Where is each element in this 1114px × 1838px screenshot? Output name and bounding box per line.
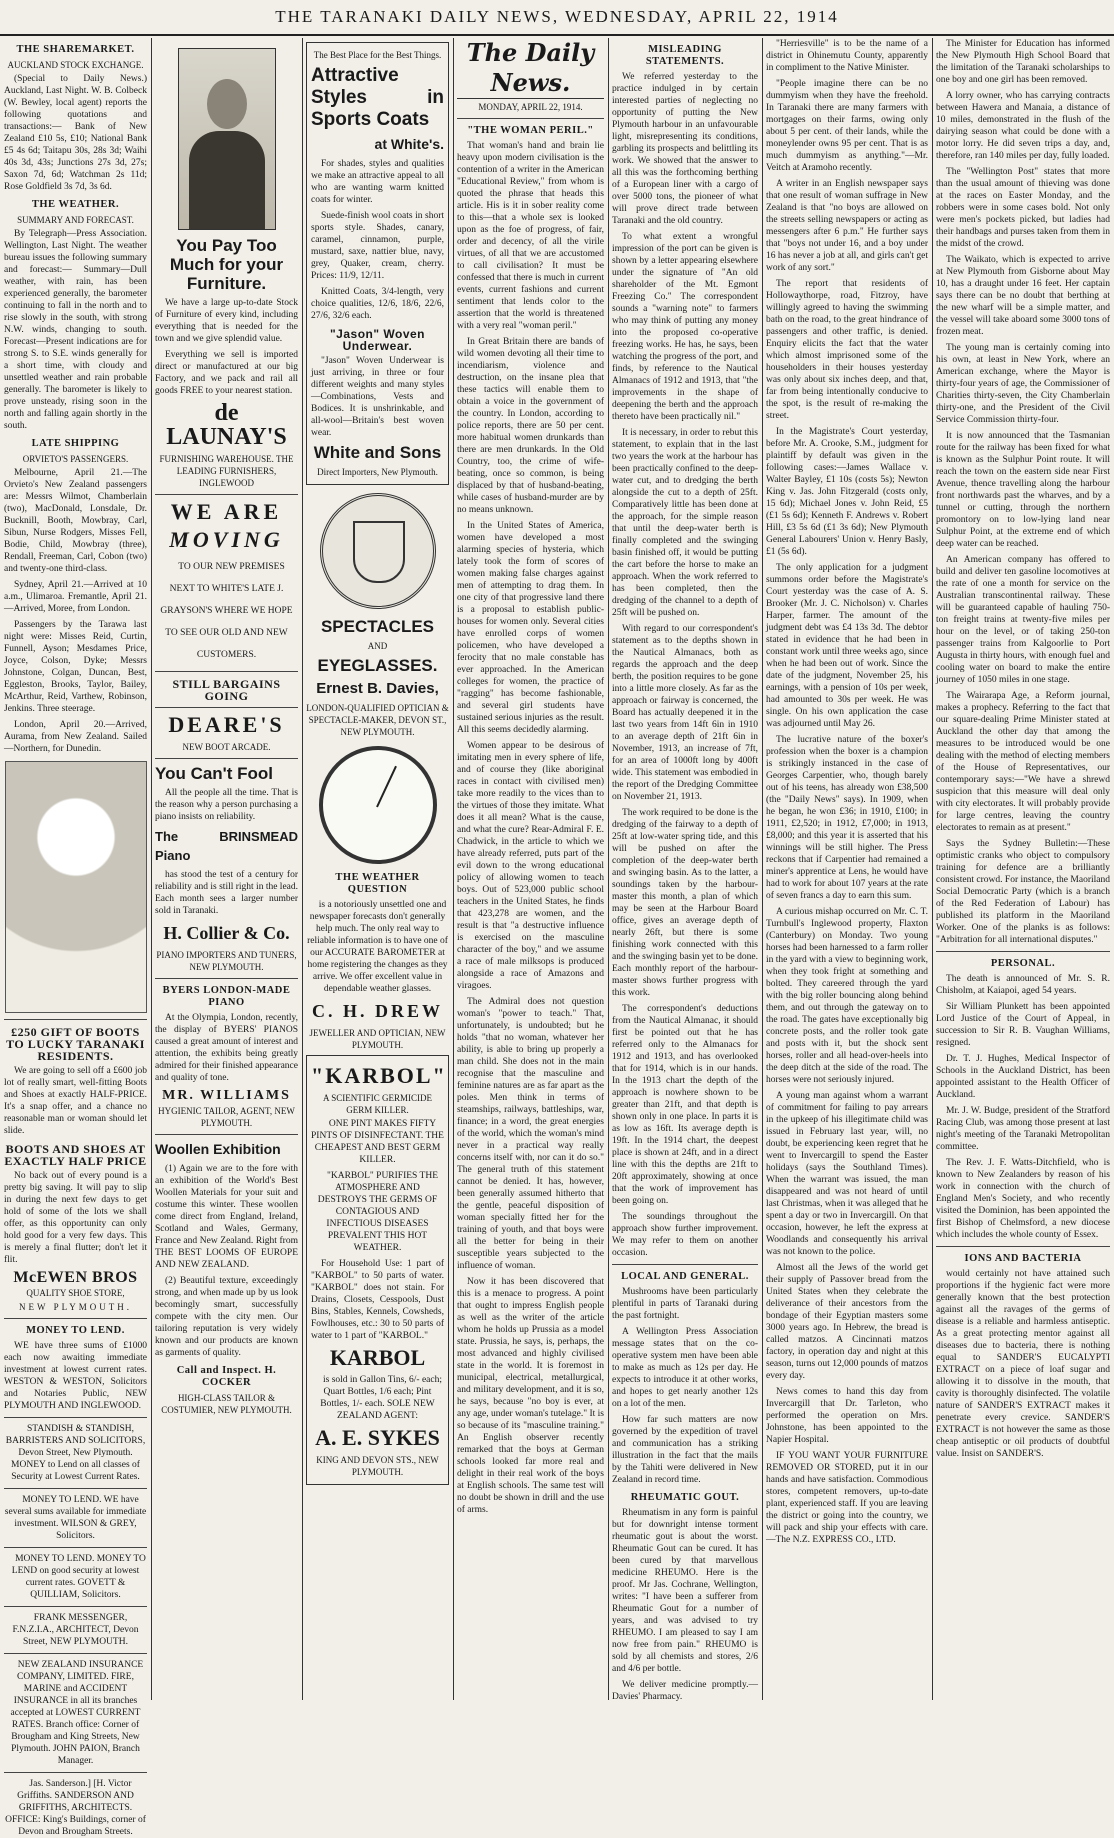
paragraph: The only application for a judgment summons order before the Magistrate's Court yesterday was the case of A. S. Brooker (Mr. J. C. Nicholson) v. Charles Harper, farmer. The amount of the judgment debt was £4 13s 3d. The debtor stated in evidence that he had been in constant work until three weeks ago, since when he had been out of work. Since the date of the judgment, November 25, his earnings, with a pension of 10s per week, had amounted to 30s per week. He was single. On his own application the case was adjourned until May 26.	[766, 563, 928, 729]
money-to-lend: MONEY TO LEND.	[26, 1325, 125, 1336]
weather-question: THE WEATHER QUESTION	[335, 872, 420, 895]
paragraph: "KARBOL" PURIFIES THE ATMOSPHERE AND DESTROYS THE GERMS OF CONTAGIOUS AND INFECTIOUS DISEASES PREVALENT THIS HOT WEATHER.	[317, 1171, 439, 1253]
dateline: MONDAY, APRIL 22, 1914.	[478, 102, 583, 112]
paragraph: News comes to hand this day from Invercargill that Dr. Tarleton, who performed the operation on Mrs. Johnstone, has been appointed to the Napier Hospital.	[766, 1387, 928, 1445]
paragraph: "Herriesville" is to be the name of a district in Ohinemutu County, apparently in compliment to the Native Minister.	[766, 39, 928, 73]
ad-furniture-title: You Pay Too Much for your Furniture.	[169, 236, 284, 293]
brinsmead: The BRINSMEAD Piano	[155, 829, 298, 863]
cocker: Call and Inspect. H. COCKER	[176, 1365, 277, 1388]
ad-boots-heading-2: BOOTS AND SHOES AT EXACTLY HALF PRICE	[4, 1142, 147, 1168]
paragraph: With regard to our correspondent's statement as to the depths shown in the Nautical Almanacs, both as regards the approach and the deep berth, the position requires to be gone into a little more closely. As far as the approach or fairway is concerned, the Board has actually deepened it in the last two years from 14ft 6in in 1910 to an average depth of 21ft 6in in November, 1913, an increase of 7ft, for an area of 1000ft long by 400ft wide. This statement was embodied in the report of the Dredging Committee on November 21, 1913.	[612, 624, 758, 802]
paragraph: An American company has offered to build and deliver ten gasoline locomotives at the rate of one a month for service on the Australian transcontinental railway. These will be guaranteed capable of hauling 750-ton freight trains at twenty-five miles per hour on the level, or of taking 250-ton passenger trains from Kalgoorlie to Port Augusta in thirty hours, with enough fuel and cooling water on board to make the entire journey of 1050 miles in one stage.	[936, 555, 1110, 685]
paragraph: Dr. T. J. Hughes, Medical Inspector of Schools in the Auckland District, has been appointed assistant to the Health Officer of Auckland.	[936, 1054, 1110, 1100]
heading-sharemarket: THE SHAREMARKET.	[16, 44, 135, 55]
editorial-heading: "THE WOMAN PERIL."	[467, 125, 594, 136]
subheading: FURNISHING WAREHOUSE. THE LEADING FURNISHERS, INGLEWOOD	[159, 454, 294, 488]
hands-illustration	[5, 761, 147, 1013]
paragraph: FRANK MESSENGER, F.N.Z.I.A., ARCHITECT, Devon Street, NEW PLYMOUTH.	[12, 1613, 139, 1647]
paragraph: Passengers by the Tarawa last night were: Misses Reid, Curtin, Funnell, Ayson; Mesdames Price, Joyce, Colson, Dyke; Messrs Johnstone, Colgan, Duncan, Best, Eggleston, Brooks, Taylor, Bailey, McArthur, Reid, Varthew, Robinson, Jenkins. Three steerage.	[4, 620, 147, 714]
paragraph: We deliver medicine promptly.—Davies' Pharmacy.	[612, 1680, 758, 1702]
paragraph: A young man against whom a warrant of commitment for failing to pay arrears in the upkeep of his illegitimate child was issued in February last year, will, no doubt, be experiencing keen regret that he went to Invercargill to spend the Easter holidays (says the Southland Times). When the warrant was issued, the man disappeared and was not heard of until last Christmas, when it was alleged that he spent a day or two in Invercargill. On that occasion, however, he left the express at Woodlands and consequently his arrival was not known to the police.	[766, 1091, 928, 1257]
paragraph: would certainly not have attained such proportions if the hygienic fact were more generally known that the best protection against all the ravages of the germs of disease is a reliable and harmless antiseptic. As a great protecting mentor against all diseases due to bacteria, there is nothing equal to SANDER'S EUCALYPTI EXTRACT on a piece of loaf sugar and allowing it to dissolve in the mouth, that cavity is thoroughly disinfected. The volatile nature of SANDER'S EXTRACT makes it penetrate every crevice. SANDER'S EXTRACT is not however the same as those cheap antiseptic or oil products of doubtful value. Insist on SANDER'S.	[936, 1269, 1110, 1459]
paragraph: (2) Beautiful texture, exceedingly strong, and when made up by us look becomingly smart, successfully compete with the city men. Our tailoring reputation is very widely known and our products are known as garments of quality.	[155, 1276, 298, 1358]
paragraph: Mr. J. W. Budge, president of the Stratford Racing Club, was among those present at last night's meeting of the Taranaki Metropolitan committee.	[936, 1106, 1110, 1152]
paragraph: No back out of every pound is a pretty big saving. It will pay to slip in during the next few days to get hold of some of the lots we shall offer, as this opportunity can only hold good for a very few days. This is merely a final flutter; don't let it flit.	[4, 1171, 147, 1265]
column-rule	[762, 38, 763, 1700]
paragraph: A lorry owner, who has carrying contracts between Hawera and Manaia, a distance of 10 miles, demonstrated in the flush of the dairying season what could be done with a motor lorry. He did seven trips a day, and, therefore, ran 140 miles per day, fully loaded.	[936, 91, 1110, 161]
paragraph: is sold in Gallon Tins, 6/- each; Quart Bottles, 1/6 each; Pint Bottles, 1/- each. SOLE NEW ZEALAND AGENT:	[320, 1375, 443, 1421]
tagline: The Best Place for the Best Things.	[313, 50, 442, 60]
paragraph: To what extent a wrongful impression of the port can be given is shown by a letter appearing elsewhere under the signature of "An old shareholder of the Mt. Egmont Freezing Co." The correspondent sounds a "warning note" to farmers who may think of putting any money into the proposed co-operative freezing works. He has, he says, been watching the progress of the port, and finds, by reference to the Nautical Almanacs of 1912 and 1913, that "the improvements in the shape of deepening the berth and the approach thereto have been practically nil."	[612, 232, 758, 422]
paragraph: That woman's hand and brain lie heavy upon modern civilisation is the contention of a writer in the American "Educational Review," from whom is quoted the phrase that heads this article. His is it in sober reality come to this—that a whole sex is looked upon as the foe of progress, of fair, order and decency, of all the virile virtues, of all that we are accustomed to call civilisation? It must be confessed that there is much in current events, current fashions and current sentiment that lends color to the assertion that the world is threatened with a very real "woman peril."	[457, 141, 604, 331]
paragraph: The Minister for Education has informed the New Plymouth High School Board that the limitation of the Taranaki scholarships to one boy and one girl has been removed.	[936, 39, 1110, 85]
column-5	[612, 38, 758, 1700]
subheading: A SCIENTIFIC GERMICIDE GERM KILLER.	[322, 1093, 432, 1115]
paragraph: Women appear to be desirous of imitating men in every sphere of life, and of course they (like aboriginal races in contact with civilised men) take more readily to the vices than to the virtues of those they imitate. What does it all mean? What is the cause, and what the cure? Rear-Admiral F. E. Chadwick, in the article to which we have already referred, puts part of the evil down to the wrong educational policy of allowing women to teach boys. Out of 523,000 public school teachers in the United States, he finds that 423,278 are women, and the result is that "a destructive influence is exercised on the masculine character of the boy," and we assume a race of male milksops is produced alongside a race of Amazons and viragoes.	[457, 741, 604, 991]
paper-title: The Daily News.	[457, 38, 604, 99]
paragraph: (Special to Daily News.) Auckland, Last Night. W. B. Colbeck (W. Bewley, local agent) reports the following quotations and transactions:— Bank of New Zealand £10 5s, £10; National Bank £5 4s 6d; Taitapu 30s, 28s 3d; Waihi 40s 3d, 43s; Junctions 27s 3d, 27s; Saxon 7d, 6d; Watchman 2s 11d; Rose Goldfield 3s 7d, 3s 6d.	[4, 74, 147, 192]
paragraph: Jas. Sanderson.] [H. Victor Griffiths. SANDERSON AND GRIFFITHS, ARCHITECTS. OFFICE: King's Buildings, corner of Devon and Brougham Streets.	[5, 1779, 146, 1837]
column-rule	[608, 38, 609, 1700]
paragraph: The work required to be done is the dredging of the fairway to a depth of 25ft at low-water spring tide, and this will be pushed on after the completion of the deep-water berth and swinging basin. As to the latter, a soundings taken by the harbour-master this month, a plan of which may be seen at the Harbour Board office, gives an average depth of nearly 26ft, but there is some finishing work connected with this and the swinging basin yet to be done. Each monthly report of the harbour-master shows further progress with this work.	[612, 808, 758, 998]
paragraph: Says the Sydney Bulletin:—These optimistic cranks who object to compulsory training for defence are a brilliantly consistent crowd. For instance, the Maoriland Social Democratic Party (which is a branch of the Red Federation of Labour) has published its platform in the Maoriland Worker. One of the planks is as follows: "Arbitration for all international disputes."	[936, 839, 1110, 945]
column-7	[936, 38, 1110, 1700]
sykes: A. E. SYKES	[315, 1425, 440, 1450]
paragraph: We referred yesterday to the practice indulged in by certain interested parties of neglecting no opportunity of putting the New Plymouth harbour in an unfavourable light, misrepresenting its conditions, garbling its prospects and belittling its work. We showed that the answer to all this was the forthcoming berthing of a European liner with a cargo of over 5000 tons, the pioneer of what will prove direct trade between Taranaki and the old country.	[612, 72, 758, 226]
paragraph: Melbourne, April 21.—The Orvieto's New Zealand passengers are: Messrs Wilmot, Chamberlain (two), MacDonald, Lonsdale, Dr. Bucknill, Booth, Mowbray, Carl, Sibun, Nurse Rodgers, Misses Fell, Bodie, Child, Mowbray (three), Rendall, Freeman, Carl, Cobon (two) and twenty-one third-class.	[4, 468, 147, 574]
paragraph: Suede-finish wool coats in short sports style. Shades, canary, caramel, cinnamon, purple, mustard, saxe, nattier blue, navy, grey, Quaker, cream, cherry. Prices: 11/9, 12/11.	[311, 211, 444, 281]
masthead: THE TARANAKI DAILY NEWS, WEDNESDAY, APRIL 22, 1914	[0, 0, 1114, 36]
column-3	[306, 38, 449, 1700]
paragraph: The Wairarapa Age, a Reform journal, makes a prophecy. Referring to the fact that our square-dealing Prime Minister stated at Auckland the other day that among the measures to be introduced would be one dealing with the method of electing members of the House of Representatives, our contemporary says:—"We have a shrewd suspicion that this measure will deal only with city electorates. It will probably provide for large centres, leaving the country electorates to remain as at present."	[936, 691, 1110, 833]
williams: MR. WILLIAMS	[162, 1088, 291, 1103]
paragraph: It is necessary, in order to rebut this statement, to explain that in the last two years the work at the harbour has been practically confined to the deep-water cut, and to dredging the berth alongside the cut to a depth of 25ft. Comparatively little has been done at the approach, for the simple reason that until the deep-water berth is finally completed and the swinging basin finished off, it would be putting the cart before the horse to make an approach. When the work referred to has been completed, then the dredging of the channel to a depth of 25ft will be pushed on.	[612, 428, 758, 618]
paragraph: How far such matters are now governed by the expedition of travel and communication has a striking illustration in the fact that the mails by the Tahiti were delivered in New Zealand in record time.	[612, 1415, 758, 1485]
paragraph: "People imagine there can be no dummyism when they have the freehold. In Taranaki there are many farmers with mortgages on their farms, owing only about 5 per cent. of their lands, while the moneylender owns 95 per cent. That is as much dummyism as anything."—Mr. Veitch at Aramoho recently.	[766, 79, 928, 173]
rheumatic-heading: RHEUMATIC GOUT.	[630, 1492, 740, 1503]
paragraph: In the Magistrate's Court yesterday, before Mr. A. Crooke, S.M., judgment for plaintiff by default was given in the following cases:—James Wallace v. Walter Bayley, £1 10s (costs 5s); Newton King v. Jas. John Fitzgerald (costs only, 15 6d); Michael Jones v. John Reid, £5 (£1 5s 6d); Kenneth F. Andrews v. Robert Hill, £3 5s 6d (£1 3s 6d); New Plymouth General Labourers' Union v. Henry Basly, £1 (5s 6d).	[766, 427, 928, 557]
subheading: KING AND DEVON STS., NEW PLYMOUTH.	[316, 1455, 439, 1477]
paragraph: The death is announced of Mr. S. R. Chisholm, at Kaiapoi, aged 54 years.	[936, 974, 1110, 996]
heading-weather: THE WEATHER.	[31, 199, 120, 210]
paragraph: Almost all the Jews of the world get their supply of Passover bread from the United States when they celebrate the deliverance of their ancestors from the bondage of their Egyptian masters some 3000 years ago. In Hebrew, the bread is called matzos. A Cincinnati matzos factory, in operation day and night at this season, turns out 12,000 pounds of matzos every day.	[766, 1263, 928, 1381]
paragraph: In Great Britain there are bands of wild women devoting all their time to incendiarism, violence and destruction, on the insane plea that these tactics will enable them to obtain a voice in the government of the country. In London, according to police reports, there are 50 per cent. more habitual women drunkards than there are men drunkards. In the Old Country, too, the crime of wife-beating, once so common, is being displaced by that of husband-beating, while cases of husband-murder are by no means unknown.	[457, 337, 604, 515]
paragraph: The Admiral does not question woman's "power to teach." That, unfortunately, is undoubted; but he holds "that no woman, whatever her ability, is able to bring up properly a man child. She does not in the main recognise that the masculine and feminine natures are as far apart as the poles. Men think in terms of steamships, railways, battleships, war, finance; in a word, the great energies of the world, which the woman's mind never in a practical way really concerns itself with, nor can it do so." The general truth of this statement cannot be denied. It has, however, been generally assumed hitherto that the gentle, peaceful disposition of woman specially fitted her for the training of youth, and that boys were all the better for being in their susceptible years subjected to the influence of woman.	[457, 997, 604, 1271]
paragraph: Sir William Plunkett has been appointed Lord Justice of the Court of Appeal, in succession to Sir R. B. Vaughan Williams, resigned.	[936, 1002, 1110, 1048]
at-whites: at White's.	[374, 136, 444, 152]
subheading: Direct Importers, New Plymouth.	[317, 467, 438, 477]
woollen-exhibition: Woollen Exhibition	[155, 1141, 281, 1157]
paragraph: Now it has been discovered that this is a menace to progress. A point that ought to impress English people as well as the writer of the article whom he holds up Prussia as a model state. Prussia, he says, is, perhaps, the most advanced and highly civilised state in the world. It is foremost in municipal, electrical, metallurgical, and military development, and it is so, he says, because "no boy is ever, at any age, under woman's tutelage." It is so because of its "masculine training." An English observer recently remarked that the boys at German schools looked far more real and delight in their real work of the boys at English schools. The same test will no doubt be shown in drill and the use of arms.	[457, 1277, 604, 1515]
paragraph: For shades, styles and qualities we make an attractive appeal to all who are wanting warm knitted coats for winter.	[311, 159, 444, 205]
paragraph: A Wellington Press Association message states that on the co-operative system men have been able to make as much as 12s per day. He expects to introduce it at other works, and hopes to get nearly another 12s on a lot of the men.	[612, 1327, 758, 1409]
subheading: HYGIENIC TAILOR, AGENT, NEW PLYMOUTH.	[158, 1106, 295, 1128]
and: AND	[367, 641, 388, 651]
heading-shipping: LATE SHIPPING	[31, 438, 120, 449]
paragraph: The lucrative nature of the boxer's profession when the boxer is a champion is strikingly instanced in the case of Georges Carpentier, who, though barely out of his teens, has already won £38,500 (the "Daily News" says). In 1909, when he began, he won £36; in 1910, £100; in 1911, £2,520; in 1912, £7,000; in 1913, £8,000; and this year it is asserted that his winnings will be still higher. The Press reckons that if Carpentier had remained a miner's apprentice at Lens, he would have had to work for about 107 years at the rate of seven francs a day to earn this sum.	[766, 735, 928, 901]
paragraph: London, April 20.—Arrived, Aurama, from New Zealand. Sailed—Northern, for Dunedin.	[4, 720, 147, 754]
paragraph: ONE PINT MAKES FIFTY PINTS OF DISINFECTANT. THE CHEAPEST AND BEST GERM KILLER.	[311, 1119, 444, 1165]
paragraph: In the United States of America, women have developed a most alarming species of hysteria, which lately took the form of scores of women making false charges against men of attempting to drag them. In one city of that progressive land there is a proposal to establish public-houses for women only. Several cities have enrolled corps of women policemen, who have developed a ferocity that no male constable has ever approached. In the American colleges for women, the practice of "ragging" has become fashionable, and several girl students have sustained serious injuries as the result. All this seems decidedly alarming.	[457, 521, 604, 735]
column-rule	[151, 38, 152, 1700]
paragraph: "Jason" Woven Underwear is just arriving, in three or four different weights and many styles—Combinations, Vests and Bodices. It is unshrinkable, and all-wool—Britain's best woven wear.	[311, 356, 444, 438]
subheading: QUALITY SHOE STORE,	[26, 1288, 125, 1298]
paragraph: IF YOU WANT YOUR FURNITURE REMOVED OR STORED, put it in our hands and have satisfaction. Commodious stores, competent removers, up-to-date plant, experienced staff. If you are leaving the district or going into the country, we will pack and ship your effects with care.—The N.Z. EXPRESS CO., LTD.	[766, 1451, 928, 1545]
subheading: NEW BOOT ARCADE.	[182, 742, 271, 752]
paragraph: Sydney, April 21.—Arrived at 10 a.m., Ulimaroa. Fremantle, April 21.—Arrived, Moree, from London.	[4, 580, 147, 614]
davies: Ernest B. Davies,	[316, 680, 439, 697]
subheading: LONDON-QUALIFIED OPTICIAN & SPECTACLE-MAKER, DEVON ST., NEW PLYMOUTH.	[306, 703, 449, 737]
brand-de-launay: de LAUNAY'S	[166, 400, 287, 450]
paragraph: MONEY TO LEND. WE have several sums available for immediate investment. WILSON & GREY, Solicitors.	[4, 1495, 147, 1541]
moving: MOVING	[169, 527, 284, 552]
paragraph: A writer in an English newspaper says that one result of woman suffrage in New Zealand is that "no boys are allowed on the streets selling newspapers or acting as messengers after 6 p.m." He further says that "boys not under 16, and a boy under 16 has never a job at all, and girls can't get work of any sort."	[766, 179, 928, 273]
paragraph: We have a large up-to-date Stock of Furniture of every kind, including everything that is needed for the town and we give splendid value.	[155, 298, 298, 344]
sports-coats-title: Attractive Styles in Sports Coats	[311, 65, 444, 130]
drew: C. H. DREW	[311, 1001, 443, 1021]
paragraph: The report that residents of Hollowaythorpe, road, Fitzroy, have willingly agreed to having the swimming bath on the road, to the great hindrance of passengers and other traffic, is denied. Enquiry elicits the fact that the water which almost imprisoned some of the householders in their houses yesterday was only about six inches deep, and that, far from being intentionally conducive to the spot, is the result of re-making the street.	[766, 279, 928, 421]
byers-heading: BYERS LONDON-MADE PIANO	[162, 985, 291, 1008]
column-2	[155, 38, 298, 1700]
paragraph: For Household Use: 1 part of "KARBOL" to 50 parts of water. "KARBOL" does not stain. For Drains, Closets, Cesspools, Dust Bins, Stables, Kennels, Cowsheds, Fowlhouses, etc.: 30 to 50 parts of water to 1 part of "KARBOL."	[311, 1259, 444, 1341]
paragraph: NEW ZEALAND INSURANCE COMPANY, LIMITED. FIRE, MARINE and ACCIDENT INSURANCE in all its branches accepted at LOWEST CURRENT RATES. Branch office: Corner of Brougham and King Streets, New Plymouth. JOHN PAION, Branch Manager.	[10, 1660, 144, 1766]
eyeglasses: EYEGLASSES.	[317, 656, 438, 675]
column-6	[766, 38, 928, 1700]
paragraph: At the Olympia, London, recently, the display of BYERS' PIANOS caused a great amount of interest and attention, the exhibits being greatly admired for their finished appearance and quality of tone.	[155, 1013, 298, 1083]
paragraph: Knitted Coats, 3/4-length, very choice qualities, 12/6, 18/6, 22/6, 27/6, 32/6 each.	[311, 287, 444, 321]
deares: DEARE'S	[168, 712, 285, 737]
paragraph: The correspondent's deductions from the Nautical Almanac, it should first be pointed out that he has referred only to the Almanacs for 1912 and 1913, and has overlooked that for 1914, which is in our hands. In the 1913 chart the depth of the approach is nowhere shown to be greater than 21ft, and that depth is shown only in one place. In parts it is as low as 16ft. Its average depth is 19ft. In the 1914 chart, the deepest place is shown at 24ft, and in a direct line with this the depths are 21ft to 20ft approximately, showing at once that the work of improvement has been going on.	[612, 1004, 758, 1206]
local-general-heading: LOCAL AND GENERAL.	[621, 1271, 749, 1282]
column-rule	[453, 38, 454, 1700]
we-are: WE ARE	[170, 499, 283, 524]
barometer-icon	[319, 746, 437, 864]
mcewen-bros: McEWEN BROS	[13, 1269, 138, 1286]
karbol-2: KARBOL	[329, 1345, 426, 1370]
paragraph: has stood the test of a century for reliability and is still right in the lead. Each month sees a larger number sold in Taranaki.	[155, 870, 299, 916]
paragraph: The "Wellington Post" states that more than the usual amount of thieving was done at the races on Easter Monday, and the robbers were in some cases bold. Not only were men's pockets picked, but ladies had their handbags and purses taken from them in the midst of the crowd.	[936, 167, 1110, 249]
paragraph: TO OUR NEW PREMISES NEXT TO WHITE'S LATE J. GRAYSON'S WHERE WE HOPE TO SEE OUR OLD AND NEW CUSTOMERS.	[160, 562, 293, 660]
column-rule	[302, 38, 303, 1700]
optician-crest-icon	[320, 493, 436, 609]
column-4	[457, 38, 604, 1700]
still-bargains: STILL BARGAINS GOING	[172, 677, 281, 703]
subheading: PIANO IMPORTERS AND TUNERS, NEW PLYMOUTH.	[156, 950, 297, 972]
portrait-illustration	[178, 48, 276, 230]
paragraph: It is now announced that the Tasmanian route for the railway has been fixed for what is known as the Sulphur Point route. It will reach the town on the eastern side near First Avenue, thence travelling along the harbour front northwards past the wharves, and by a tunnel or cutting, through the northern promontory on to low-lying land near Sulphur Point, at the extreme end of which deep water can be reached.	[936, 431, 1110, 549]
subheading: NEW PLYMOUTH.	[19, 1302, 132, 1312]
subheading: AUCKLAND STOCK EXCHANGE.	[7, 60, 144, 70]
paragraph: WE have three sums of £1000 each now awaiting immediate investment at lowest current rates. WESTON & WESTON, Solicitors and Notaries Public, NEW PLYMOUTH AND INGLEWOOD.	[4, 1341, 147, 1411]
you-cant-fool: You Can't Fool	[155, 764, 273, 783]
paragraph: STANDISH & STANDISH, BARRISTERS AND SOLICITORS, Devon Street, New Plymouth. MONEY to Lend on all classes of Security at Lowest Current Rates.	[5, 1424, 146, 1482]
paragraph: Mushrooms have been particularly plentiful in parts of Taranaki during the past fortnight.	[612, 1287, 758, 1321]
subheading: ORVIETO'S PASSENGERS.	[22, 454, 129, 464]
paragraph: All the people all the time. That is the reason why a person purchasing a piano insists on reliability.	[155, 788, 298, 822]
spectacles: SPECTACLES	[320, 617, 435, 636]
paragraph: Rheumatism in any form is painful but for downright intense torment rheumatic gout is about the worst. Rheumatic Gout can be cured. It has been cured by that marvellous medicine RHEUMO. Here is the proof. Mr Jas. Cochrane, Wellington, writes: "I have been a sufferer from Rheumatic Gout for a number of years, and was advised to try RHEUMO. I am pleased to say I am now free from pain." RHEUMO is sold by all chemists and stores, 2/6 and 4/6 per bottle.	[612, 1508, 758, 1674]
ions-bacteria-heading: IONS AND BACTERIA	[964, 1253, 1082, 1264]
collier: H. Collier & Co.	[163, 923, 290, 943]
paragraph: Everything we sell is imported direct or manufactured at our big Factory, and we pack and rail all goods FREE to your nearest station.	[155, 350, 298, 396]
jason-heading: "Jason" Woven Underwear.	[329, 327, 425, 353]
column-rule	[932, 38, 933, 1700]
subheading: SUMMARY AND FORECAST.	[17, 215, 134, 225]
white-and-sons: White and Sons	[313, 443, 442, 462]
column-1	[4, 38, 147, 1837]
paragraph: The young man is certainly coming into his own, at least in New York, where an American exchange, where the Mayor is thirty-four years of age, the Commissioner of Charities thirty-seven, the City Chamberlain thirty-one, and the President of the Civil Service Commission thirty-four.	[936, 343, 1110, 425]
paragraph: By Telegraph—Press Association. Wellington, Last Night. The weather bureau issues the following summary and forecast:— Summary—Dull weather, with rain, has been experienced generally, the barometer continuing to fall in the north and to rise slowly in the south, with strong N.W. winds, changing to south. Forecast—Present indications are for strong S. to S.E. winds generally for a short time, with cloudy and unsettled weather and rain probable generally. The barometer is likely to prove unsteady, rising soon in the north and falling again shortly in the south.	[4, 229, 147, 431]
misleading-heading: MISLEADING STATEMENTS.	[645, 44, 725, 67]
subheading: JEWELLER AND OPTICIAN, NEW PLYMOUTH.	[309, 1028, 446, 1050]
paragraph: We are going to sell off a £600 job lot of really smart, well-fitting Boots and Shoes at exactly HALF-PRICE. It's a snap offer, and a chance no reasonable man or woman should let slide.	[4, 1066, 147, 1136]
paragraph: (1) Again we are to the fore with an exhibition of the World's Best Woollen Materials for your suit and costume this winter. These woollen come direct from England, Ireland, Scotland and Wales, Germany, France and New Zealand. Right from THE BEST LOOMS OF EUROPE AND NEW ZEALAND.	[155, 1164, 298, 1270]
paragraph: is a notoriously unsettled one and newspaper forecasts don't generally help much. The only real way to reliable information is to have one of our ACCURATE BAROMETER at home registering the changes as they arrive. We offer excellent value in dependable weather glasses.	[307, 900, 448, 994]
paragraph: The Rev. J. F. Watts-Ditchfield, who is known to New Zealanders by reason of his work in connection with the church of England Men's Society, and who recently visited the Dominion, has been appointed the first Bishop of Chelmsford, a new diocese which includes the whole county of Essex.	[936, 1158, 1110, 1240]
subheading: HIGH-CLASS TAILOR & COSTUMIER, NEW PLYMOUTH.	[161, 1393, 292, 1415]
paragraph: The soundings throughout the approach show further improvement. We may refer to them on another occasion.	[612, 1212, 758, 1258]
paragraph: MONEY TO LEND. MONEY TO LEND on good security at lowest current rates. GOVETT & QUILLIAM, Solicitors.	[11, 1554, 146, 1600]
paragraph: A curious mishap occurred on Mr. C. T. Turnbull's Inglewood property, Flaxton (Canterbury) on Monday. Two young horses had been harnessed to a farm roller in the yard with a view to beginning work, when they took fright at something and bolted. They careered through the yard with the big roller bouncing along behind them, and out through the gateway on to the road. The gates have exceptionally big concrete posts, and the roller took gate and posts with it, but the shock sent horses, roller and all head-over-heels into the deep ditch at the side of the road. The horses were not seriously injured.	[766, 907, 928, 1085]
personal-heading: PERSONAL.	[990, 958, 1056, 969]
ad-boots-heading: £250 GIFT OF BOOTS TO LUCKY TARANAKI RESIDENTS.	[6, 1025, 145, 1063]
karbol: "KARBOL"	[311, 1063, 447, 1088]
paragraph: The Waikato, which is expected to arrive at New Plymouth from Gisborne about May 10, has a draught under 16 feet. Her captain says there can be no doubt that berthing at the new wharf will be a simple matter, and the vessel will take aboard some 3000 tons of frozen meat.	[936, 255, 1110, 337]
